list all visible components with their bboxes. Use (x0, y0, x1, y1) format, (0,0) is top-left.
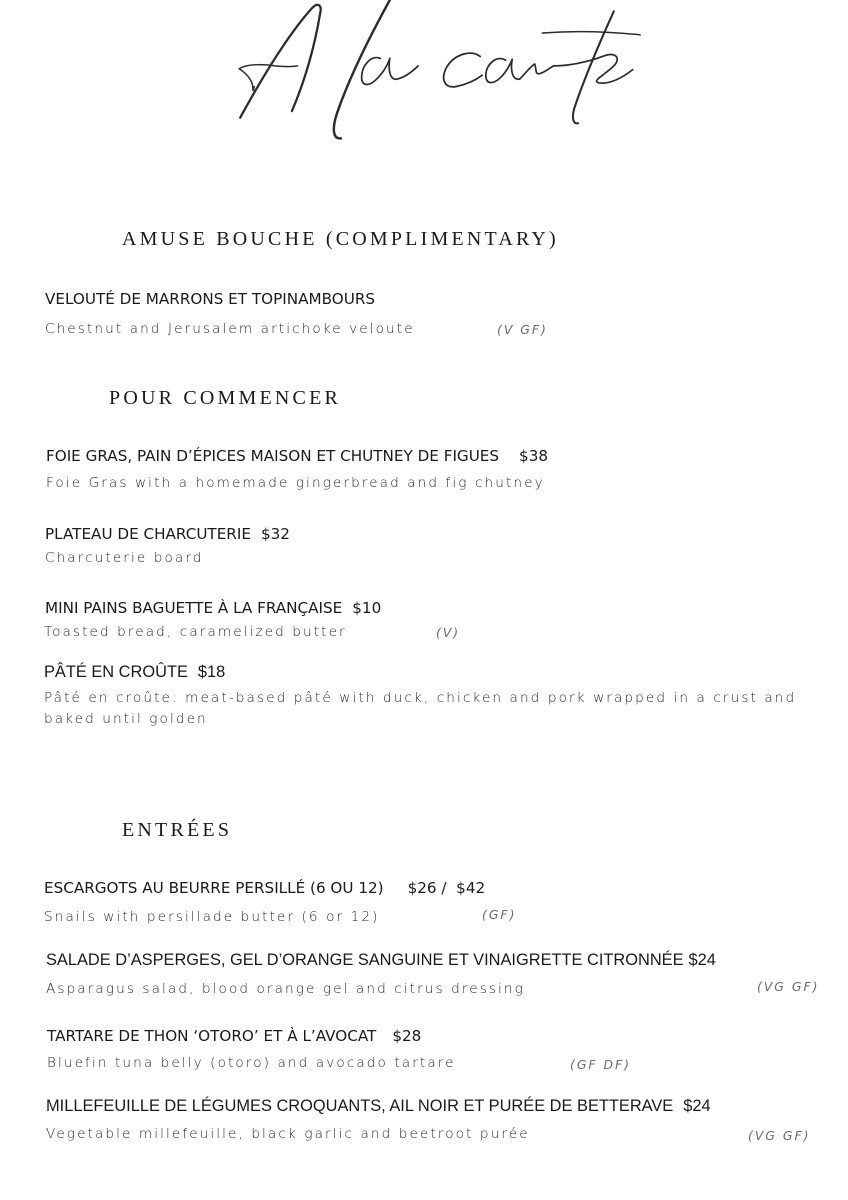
menu-title (215, 0, 655, 160)
item-name: MILLEFEUILLE DE LÉGUMES CROQUANTS, AIL NOIR ET PURÉE DE BETTERAVE (46, 1097, 674, 1115)
dietary-tag: (VG GF) (757, 979, 820, 994)
menu-item-title (46, 447, 548, 465)
item-name: VELOUTÉ DE MARRONS ET TOPINAMBOURS (45, 290, 376, 308)
dietary-tag: (VG GF) (748, 1128, 811, 1143)
menu-item-title (45, 525, 290, 543)
item-price: $10 (352, 599, 382, 617)
menu-item-description: Vegetable millefeuille, black garlic and beetroot purée (46, 1126, 530, 1142)
dietary-tag: (V GF) (497, 322, 548, 337)
menu-item-title (45, 599, 381, 617)
item-price: $18 (197, 663, 226, 681)
item-price: $26 / $42 (407, 879, 486, 897)
menu-item-description: Snails with persillade butter (6 or 12) (44, 909, 380, 925)
section-heading-entrees: ENTRÉES (122, 819, 233, 841)
item-price: $38 (519, 447, 549, 465)
section-heading-pour-commencer: POUR COMMENCER (109, 387, 342, 409)
section-heading-amuse-bouche: AMUSE BOUCHE (COMPLIMENTARY) (122, 228, 559, 250)
menu-item-description: Bluefin tuna belly (otoro) and avocado tartare (47, 1055, 456, 1071)
menu-item-title (44, 663, 225, 682)
menu-item-description: Chestnut and Jerusalem artichoke veloute (45, 321, 415, 337)
menu-item-title (44, 879, 485, 897)
dietary-tag: (GF DF) (570, 1057, 632, 1072)
menu-item-description: Foie Gras with a homemade gingerbread and fig chutney (46, 475, 545, 491)
menu-item-title (47, 1027, 421, 1045)
item-price: $32 (260, 525, 290, 543)
menu-item-description: Pâté en croûte: meat-based pâté with duck, chicken and pork wrapped in a crust and baked until golden (44, 690, 797, 727)
item-name: ESCARGOTS AU BEURRE PERSILLÉ (6 OU 12) (44, 879, 384, 897)
menu-item-title (46, 1097, 711, 1116)
item-name: MINI PAINS BAGUETTE À LA FRANÇAISE (45, 599, 343, 617)
item-price: $24 (688, 951, 716, 969)
item-name: PÂTÉ EN CROÛTE (44, 663, 188, 681)
dietary-tag: (GF) (482, 907, 517, 922)
item-name: FOIE GRAS, PAIN D’ÉPICES MAISON ET CHUTNEY DE FIGUES (46, 447, 500, 465)
item-name: TARTARE DE THON ‘OTORO’ ET À L’AVOCAT (47, 1027, 377, 1045)
menu-item-description: Toasted bread, caramelized butter (44, 624, 347, 640)
item-name: SALADE D’ASPERGES, GEL D’ORANGE SANGUINE ET VINAIGRETTE CITRONNÉE (46, 951, 684, 969)
menu-item-title (46, 951, 716, 970)
item-name: PLATEAU DE CHARCUTERIE (45, 525, 251, 543)
menu-item-description: Asparagus salad, blood orange gel and citrus dressing (46, 981, 525, 997)
menu-item-title (45, 290, 375, 308)
script-title-lettering (215, 0, 655, 160)
dietary-tag: (V) (436, 625, 461, 640)
item-price: $24 (683, 1097, 711, 1115)
item-price: $28 (392, 1027, 422, 1045)
menu-item-description: Charcuterie board (45, 550, 204, 566)
